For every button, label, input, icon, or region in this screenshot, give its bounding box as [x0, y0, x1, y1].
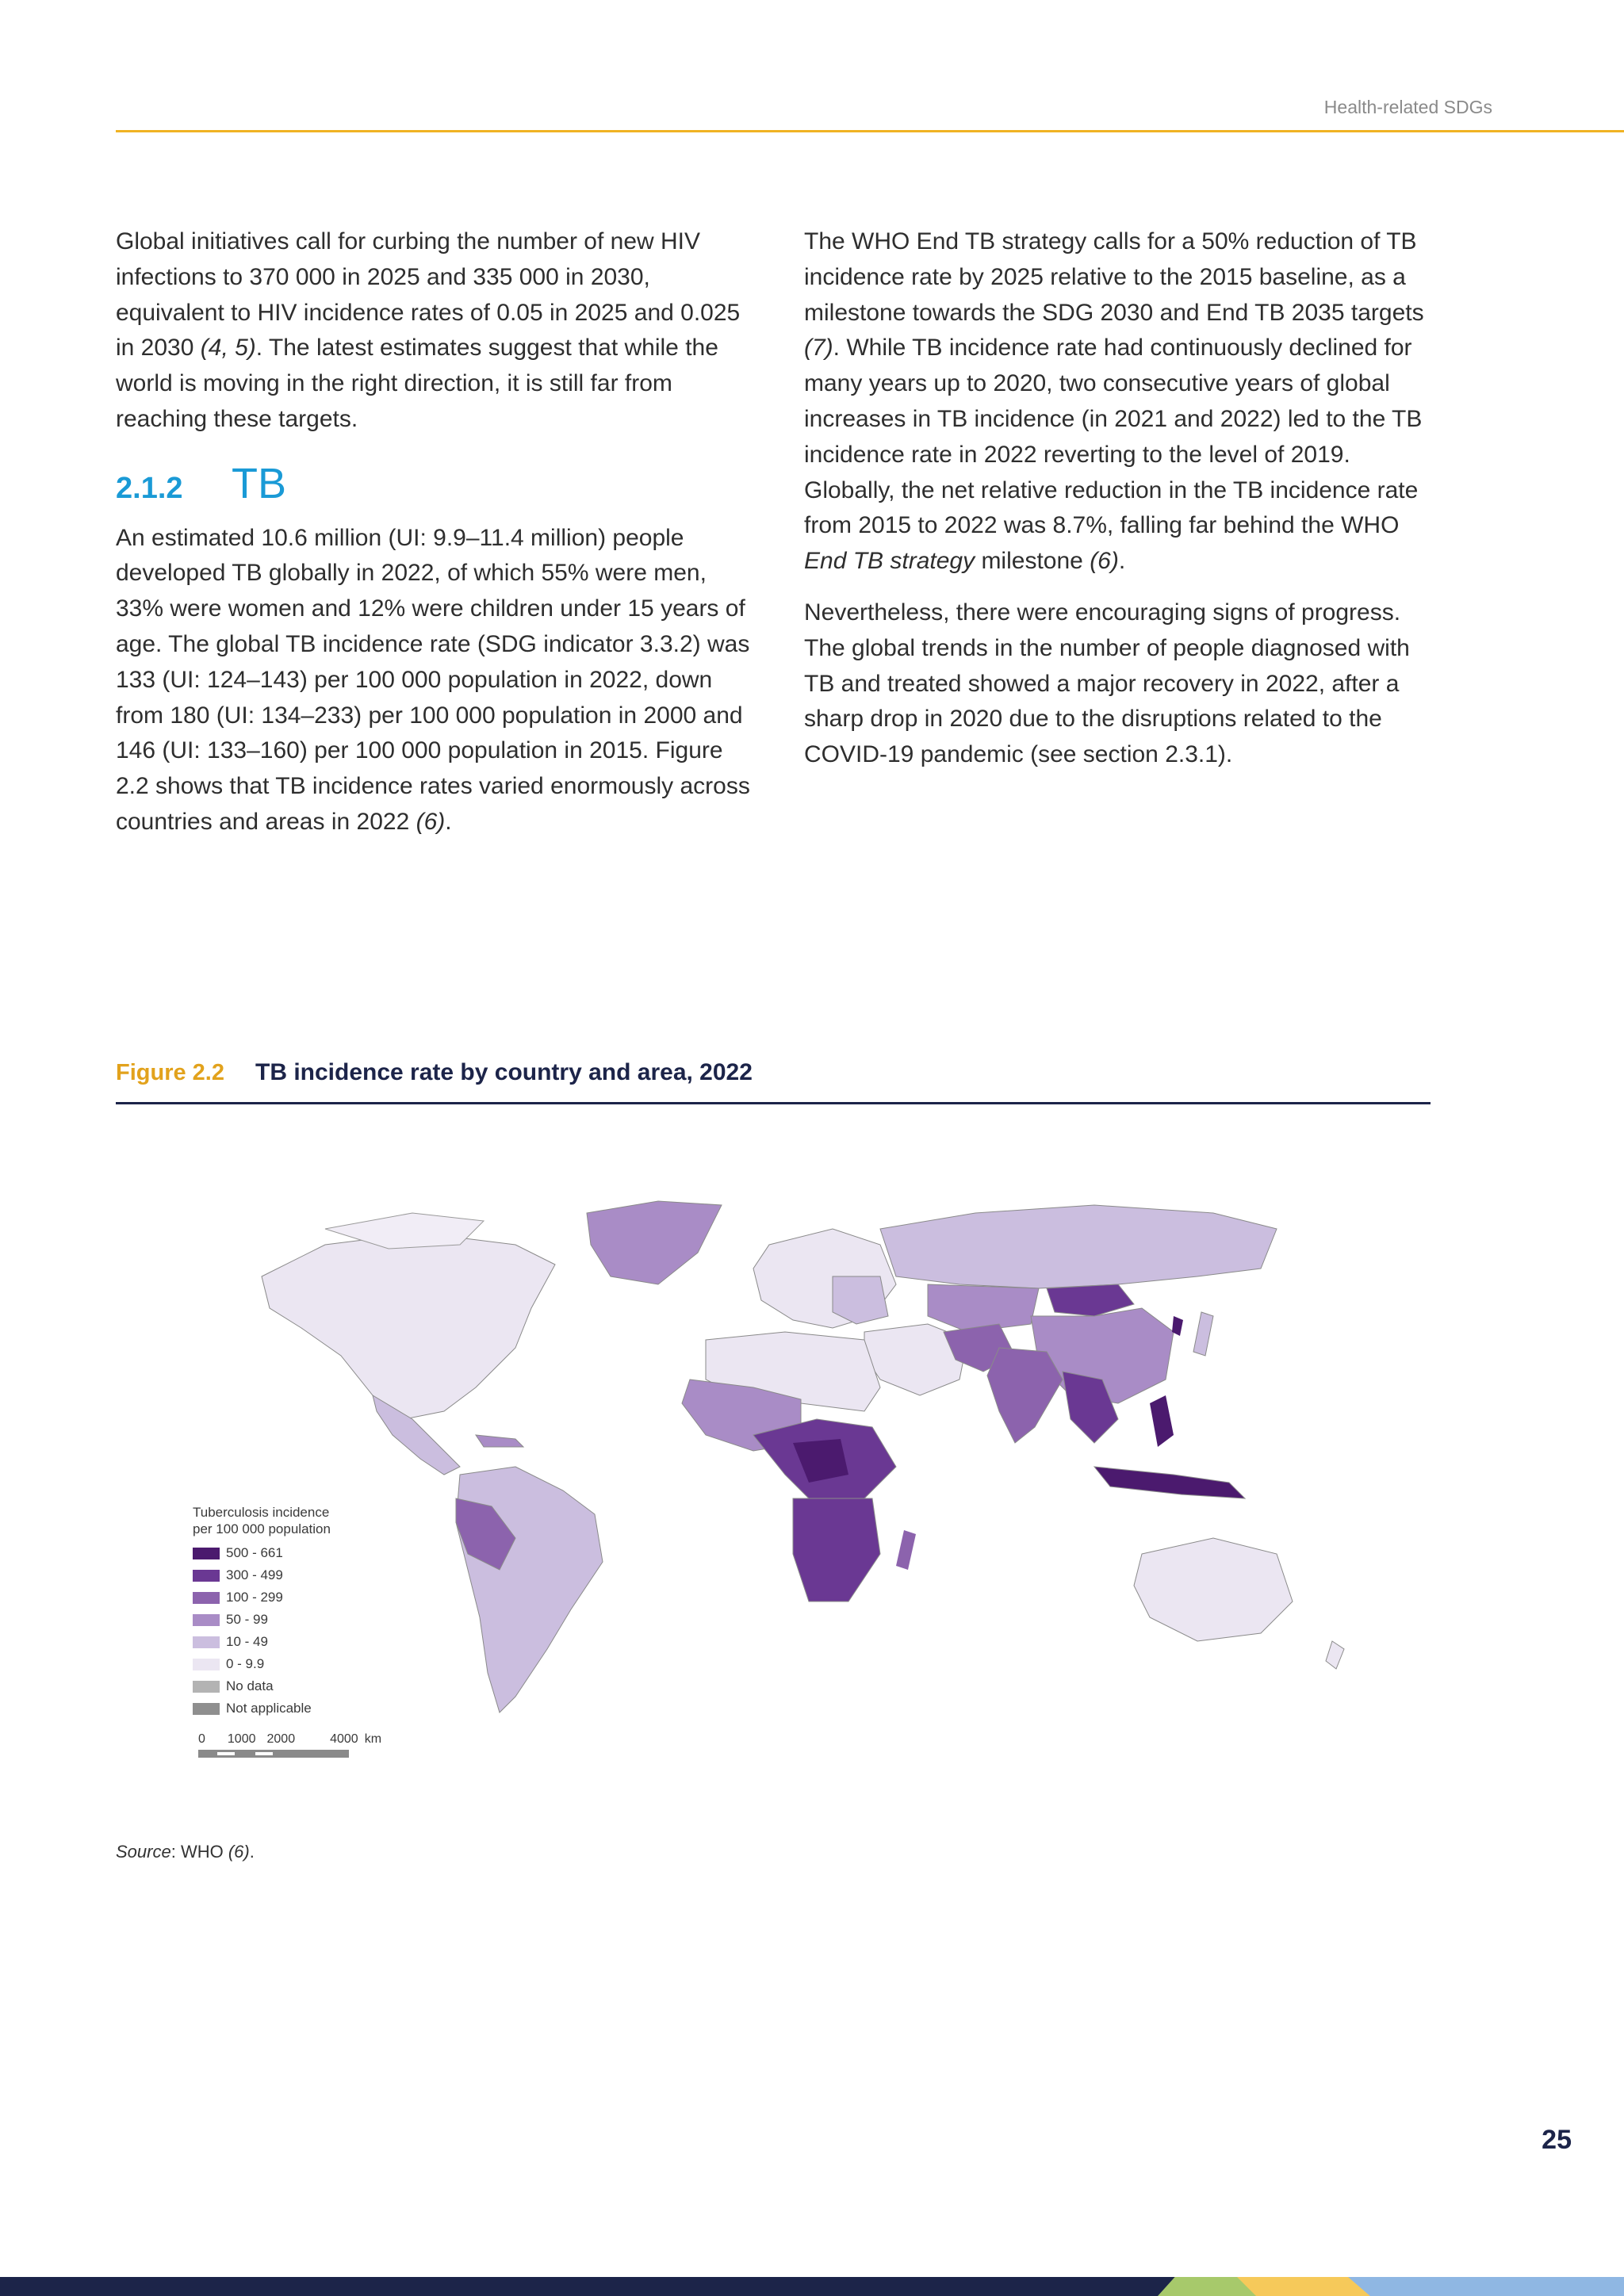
header-rule	[116, 130, 1624, 132]
section-heading	[116, 459, 750, 507]
legend-swatch	[193, 1614, 220, 1626]
legend-item: 0 - 9.9	[193, 1653, 331, 1675]
legend-item: 100 - 299	[193, 1586, 331, 1609]
legend-swatch	[193, 1548, 220, 1559]
hiv-targets-paragraph: Global initiatives call for curbing the number of new HIV infections to 370 000 in 2025 and 335 000 in 2030, equivalent to HIV incidence rates of 0.05 in 2025 and 0.025 in 2030 (4, 5). The latest estimates suggest that while the world is moving in the right direction, it is still far from reaching these targets.	[116, 228, 741, 432]
map-russia	[880, 1205, 1277, 1288]
map-madagascar	[896, 1530, 916, 1570]
world-map-graphic	[182, 1158, 1388, 1752]
legend-swatch	[193, 1681, 220, 1693]
left-column	[116, 224, 750, 856]
legend-item: 10 - 49	[193, 1631, 331, 1653]
map-central-asia	[928, 1284, 1039, 1332]
figure-label: Figure 2.2	[116, 1060, 224, 1085]
end-tb-strategy-paragraph: The WHO End TB strategy calls for a 50% reduction of TB incidence rate by 2025 relative to the 2015 baseline, as a milestone towards the SDG 2030 and End TB 2035 targets (7). While TB incidence rate had continuously declined for many years up to 2020, two consecutive years of global increases in TB incidence (in 2021 and 2022) led to the TB incidence rate in 2022 reverting to the level of 2019. Globally, the net relative reduction in the TB incidence rate from 2015 to 2022 was 8.7%, falling far behind the WHO End TB strategy milestone (6).	[804, 228, 1424, 575]
map-india	[987, 1348, 1063, 1443]
map-legend	[193, 1504, 331, 1720]
legend-swatch	[193, 1592, 220, 1604]
page-number: 25	[1542, 2125, 1572, 2155]
map-greenland	[587, 1201, 722, 1284]
scale-labels: 0 1000 2000 4000 km	[198, 1732, 382, 1746]
map-north-america	[262, 1233, 555, 1419]
world-map	[182, 1158, 1388, 1752]
legend-swatch	[193, 1636, 220, 1648]
legend-title: Tuberculosis incidence per 100 000 population	[193, 1505, 331, 1536]
tb-estimates-paragraph: An estimated 10.6 million (UI: 9.9–11.4 million) people developed TB globally in 2022, of which 55% were men, 33% were women and 12% were children under 15 years of age. The global TB incidence rate (SDG indicator 3.3.2) was 133 (UI: 124–143) per 100 000 population in 2022, down from 180 (UI: 134–233) per 100 000 population in 2000 and 146 (UI: 133–160) per 100 000 population in 2015. Figure 2.2 shows that TB incidence rates varied enormously across countries and areas in 2022 (6).	[116, 524, 750, 835]
legend-item: No data	[193, 1675, 331, 1697]
footer-accent-blue	[1348, 2277, 1624, 2296]
running-header: Health-related SDGs	[1323, 97, 1492, 117]
right-column	[804, 224, 1438, 789]
scale-bar	[198, 1750, 349, 1758]
legend-item: 300 - 499	[193, 1564, 331, 1586]
map-japan	[1193, 1312, 1213, 1356]
map-caribbean	[476, 1435, 523, 1447]
map-new-zealand	[1326, 1641, 1344, 1669]
legend-item: 50 - 99	[193, 1609, 331, 1631]
figure-source: Source: WHO (6).	[116, 1842, 255, 1862]
map-australia	[1134, 1538, 1293, 1641]
figure-rule	[116, 1102, 1431, 1104]
section-number: 2.1.2	[116, 471, 183, 505]
map-philippines	[1150, 1395, 1174, 1447]
map-indonesia	[1094, 1467, 1245, 1498]
section-title: TB	[232, 459, 287, 507]
figure-title: TB incidence rate by country and area, 2022	[255, 1059, 753, 1085]
legend-item: Not applicable	[193, 1697, 331, 1720]
legend-swatch	[193, 1659, 220, 1670]
legend-swatch	[193, 1703, 220, 1715]
legend-item: 500 - 661	[193, 1542, 331, 1564]
legend-swatch	[193, 1570, 220, 1582]
map-southern-africa	[793, 1498, 880, 1601]
progress-paragraph: Nevertheless, there were encouraging signs of progress. The global trends in the number of people diagnosed with TB and treated showed a major recovery in 2022, after a sharp drop in 2020 due to the disruptions related to the COVID-19 pandemic (see section 2.3.1).	[804, 599, 1410, 768]
figure-caption	[116, 1059, 1431, 1086]
map-scale	[198, 1732, 381, 1758]
